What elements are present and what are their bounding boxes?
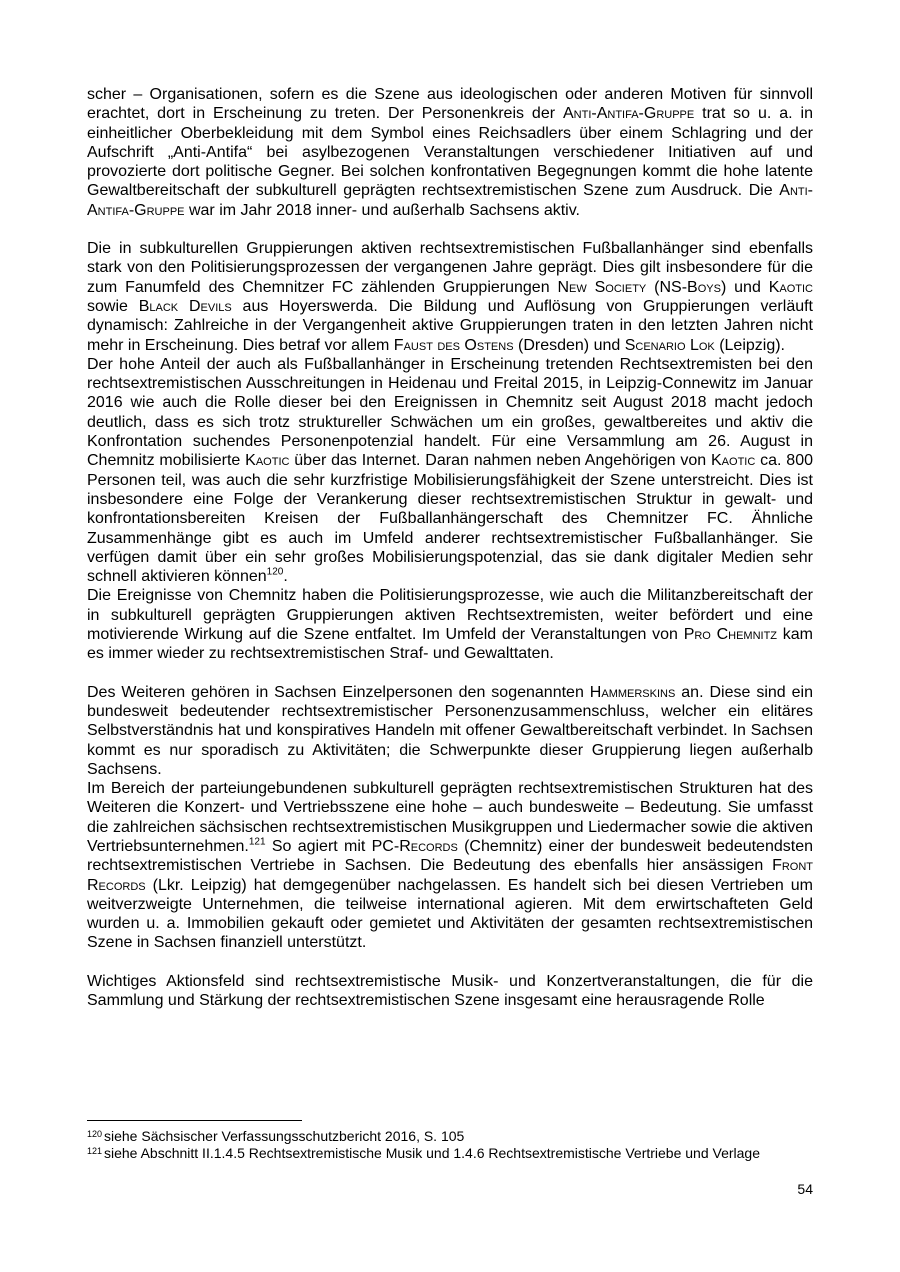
group-name: Kaotic [768, 278, 814, 296]
group-name: Records [399, 837, 458, 855]
group-name: Anti-Antifa-Gruppe [87, 182, 813, 219]
page-number: 54 [797, 1181, 813, 1197]
group-name: Anti-Antifa-Gruppe [562, 105, 695, 123]
footnote-121 [87, 1145, 813, 1162]
group-name: Front Records [87, 857, 813, 894]
group-name: Pro Chemnitz [683, 626, 778, 644]
footnotes [87, 1128, 813, 1161]
group-name: Faust des Ostens [393, 336, 514, 354]
paragraph-anti-antifa: scher – Organisationen, sofern es die Szene aus ideologischen oder anderen Motiven für sinnvoll erachtet, dort in Erscheinung zu treten. Der Personenkreis der Anti-Antifa-Gruppe trat so u. a. in einheitlicher Oberbekleidung mit dem Symbol eines Reichsadlers über einem Schlagring und der Aufschrift „Anti-Antifa“ bei asylbezogenen Veranstaltungen verschiedener Initiativen auf und provozierte dort politische Gegner. Bei solchen konfrontativen Begegnungen kommt die hohe latente Gewaltbereitschaft der subkulturell geprägten rechtsextremistischen Szene zum Ausdruck. Die Anti-Antifa-Gruppe war im Jahr 2018 inner- und außerhalb Sachsens aktiv. [87, 86, 813, 219]
group-name: Scenario Lok [624, 336, 715, 354]
paragraph-football-fans: Die in subkulturellen Gruppierungen aktiven rechtsextremistischen Fußballanhänger sind ebenfalls stark von den Politisierungsprozessen der vergangenen Jahre geprägt. Dies gilt insbesondere für die zum Fanumfeld des Chemnitzer FC zählenden Gruppierungen New Society (NS-Boys) und Kaotic sowie Black Devils aus Hoyerswerda. Die Bildung und Auflösung von Gruppierungen verläuft dynamisch: Zahlreiche in der Vergangenheit aktive Gruppierungen traten in den letzten Jahren nicht mehr in Erscheinung. Dies betraf vor allem Faust des Ostens (Dresden) und Scenario Lok (Leipzig). [87, 240, 814, 354]
paragraph-chemnitz-events: Die Ereignisse von Chemnitz haben die Politisierungsprozesse, wie auch die Militanzbereitschaft der in subkulturell geprägten Gruppierungen aktiven Rechtsextremisten, weiter befördert und eine motivierende Wirkung auf die Szene entfaltet. Im Umfeld der Veranstaltungen von Pro Chemnitz kam es immer wieder zu rechtsextremistischen Straf- und Gewalttaten. [87, 587, 813, 663]
footnote-text: siehe Sächsischer Verfassungsschutzbericht 2016, S. 105 [104, 1128, 465, 1144]
group-name: Kaotic [245, 452, 290, 470]
footnote-120 [87, 1128, 813, 1145]
group-name: Kaotic [711, 452, 756, 470]
group-name: Hammerskins [589, 683, 676, 701]
footnote-divider [87, 1120, 302, 1121]
group-name: Boys [687, 278, 721, 296]
body-text [87, 85, 813, 1010]
paragraph-hammerskins: Des Weiteren gehören in Sachsen Einzelpersonen den sogenannten Hammerskins an. Diese sind ein bundesweit bedeutender rechtsextremistischer Personenzusammenschluss, welcher ein elitäres Selbstverständnis hat und konspiratives Handeln mit offener Gewaltbereitschaft verbindet. In Sachsen kommt es nur sporadisch zu Aktivitäten; die Schwerpunkte dieser Gruppierung liegen außerhalb Sachsens. [87, 683, 813, 778]
footnote-number: 120 [87, 1129, 103, 1139]
group-name: New Society [557, 278, 647, 296]
footnote-ref-121[interactable]: 121 [248, 836, 266, 848]
footnote-number: 121 [87, 1145, 103, 1156]
paragraph-mobilisation: Der hohe Anteil der auch als Fußballanhänger in Erscheinung tretenden Rechtsextremisten bei den rechtsextremistischen Ausschreitungen in Heidenau und Freital 2015, in Leipzig-Connewitz im Januar 2016 wie auch die Rolle dieser bei den Ereignissen in Chemnitz seit August 2018 macht jedoch deutlich, dass es sich trotz struktureller Schwächen um ein großes, gewaltbereites und aktiv die Konfrontation suchendes Personenpotenzial handelt. Für eine Versammlung am 26. August in Chemnitz mobilisierte Kaotic über das Internet. Daran nahmen neben Angehörigen von Kaotic ca. 800 Personen teil, was auch die sehr kurzfristige Mobilisierungsfähigkeit der Szene unterstreicht. Dies ist insbesondere eine Folge der Verankerung dieser rechtsextremistischen Struktur in gewalt- und konfrontationsbereiten Kreisen der Fußballanhängerschaft des Chemnitzer FC. Ähnliche Zusammenhänge gibt es auch im Umfeld anderer rechtsextremistischer Fußballanhänger. Sie verfügen damit über ein sehr großes Mobilisierungspotenzial, das sie dank digitaler Medien sehr schnell aktivieren können$^{120}$. [87, 355, 813, 586]
footnote-ref-120[interactable]: 120 [266, 566, 284, 578]
paragraph-music-scene: Im Bereich der parteiungebundenen subkulturell geprägten rechtsextremistischen Strukturen hat des Weiteren die Konzert- und Vertriebsszene eine hohe – auch bundesweite – Bedeutung. Sie umfasst die zahlreichen sächsischen rechtsextremistischen Musikgruppen und Liedermacher sowie die aktiven Vertriebsunternehmen.$^{121}$ So agiert mit PC-Records (Chemnitz) einer der bundesweit bedeutendsten rechtsextremistischen Vertriebe in Sachsen. Die Bedeutung des ebenfalls hier ansässigen Front Records (Lkr. Leipzig) hat demgegenüber nachgelassen. Es handelt sich bei diesen Vertrieben um weitverzweigte Unternehmen, die teilweise international agieren. Mit dem erwirtschafteten Geld wurden u. a. Immobilien gekauft oder gemietet und Aktivitäten der gesamten rechtsextremistischen Szene in Sachsen finanziell unterstützt. [87, 780, 813, 952]
paragraph-concerts: Wichtiges Aktionsfeld sind rechtsextremistische Musik- und Konzertveranstaltungen, die für die Sammlung und Stärkung der rechtsextremistischen Szene insgesamt eine herausragende Rolle [87, 972, 813, 1010]
footnote-text: siehe Abschnitt II.1.4.5 Rechtsextremistische Musik und 1.4.6 Rechtsextremistische Vertriebe und Verlage [104, 1144, 760, 1161]
group-name: Black Devils [138, 297, 232, 315]
